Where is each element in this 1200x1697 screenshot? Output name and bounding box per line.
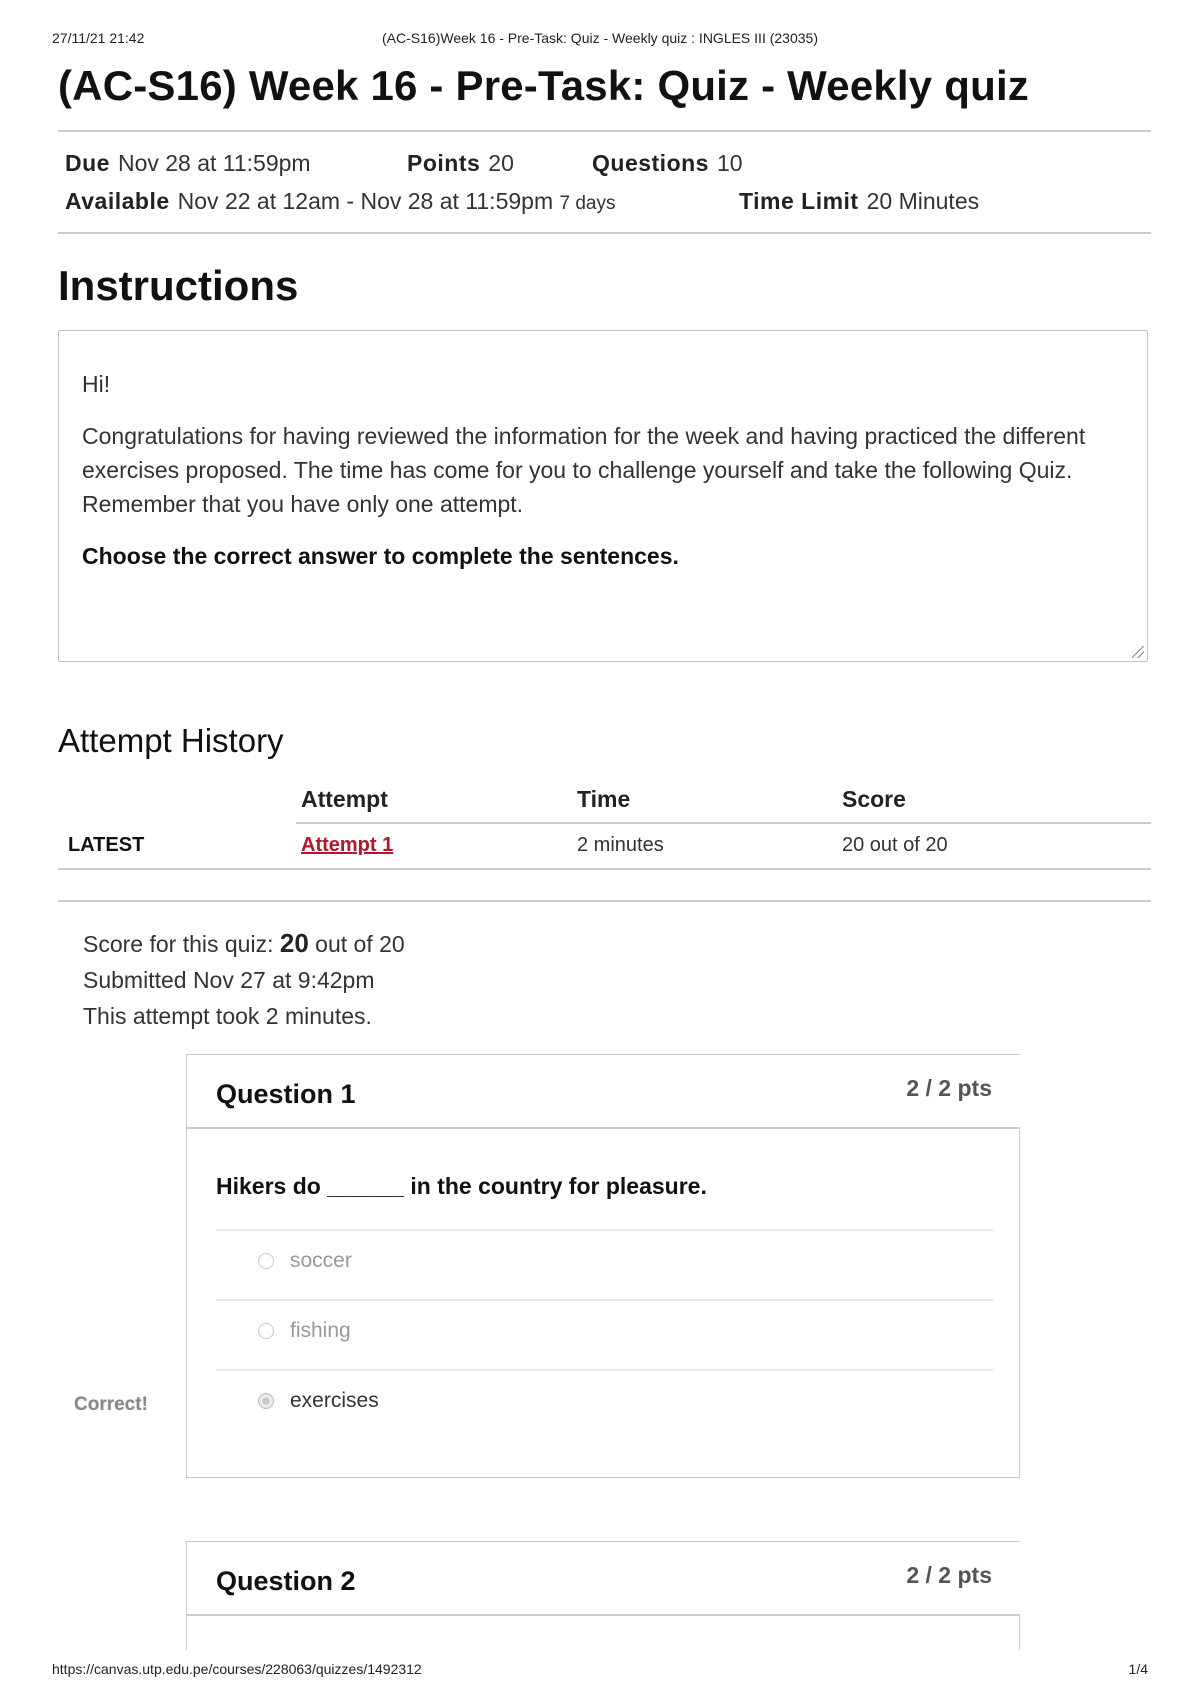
- instructions-box[interactable]: [58, 330, 1148, 662]
- questions-label: Questions: [592, 150, 709, 176]
- column-header-attempt: Attempt: [301, 786, 388, 812]
- questions-value: 10: [716, 150, 743, 176]
- question-header: [186, 1541, 1020, 1616]
- score-prefix: Score for this quiz:: [83, 931, 274, 957]
- points-label: Points: [407, 150, 481, 176]
- divider: [58, 232, 1151, 234]
- table-header: [296, 780, 1151, 824]
- print-date: 27/11/21 21:42: [52, 30, 145, 46]
- divider: [58, 130, 1151, 132]
- due-value: Nov 28 at 11:59pm: [117, 150, 311, 176]
- print-footer: [52, 1661, 1148, 1681]
- answer-list: [216, 1229, 993, 1439]
- score-suffix: out of 20: [315, 931, 405, 957]
- attempt-history-table: [58, 780, 1151, 870]
- radio-button-selected[interactable]: [258, 1393, 274, 1409]
- availability: [65, 188, 615, 215]
- column-header-score: Score: [842, 786, 906, 812]
- answer-label: exercises: [290, 1389, 379, 1412]
- question-body: [186, 1616, 1020, 1650]
- instructions-body: Congratulations for having reviewed the information for the week and having practiced the different exercises proposed. The time has come for you to challenge yourself and take the following Quiz. Remember that you have only one attempt.: [82, 423, 1086, 517]
- answer-option[interactable]: [216, 1369, 993, 1439]
- question-body: [186, 1129, 1020, 1478]
- points-value: 20: [488, 150, 514, 176]
- instructions-directive: Choose the correct answer to complete the sentences.: [82, 543, 679, 569]
- resize-handle-icon[interactable]: [1132, 646, 1144, 658]
- question-text: Hikers do ______ in the country for pleasure.: [216, 1173, 707, 1199]
- instructions-heading: Instructions: [58, 262, 299, 309]
- attempt-time: 2 minutes: [577, 834, 664, 856]
- question-title: Question 2: [216, 1566, 356, 1596]
- print-header: [52, 30, 1148, 50]
- latest-tag: LATEST: [68, 834, 145, 856]
- radio-button[interactable]: [258, 1323, 274, 1339]
- available-label: Available: [65, 188, 170, 214]
- table-row: [58, 824, 1151, 870]
- answer-option[interactable]: [216, 1299, 993, 1369]
- column-header-time: Time: [577, 786, 631, 812]
- print-doc-title: (AC-S16)Week 16 - Pre-Task: Quiz - Weekly quiz : INGLES III (23035): [382, 30, 818, 46]
- attempt-score: 20 out of 20: [842, 834, 948, 856]
- answer-label: soccer: [290, 1249, 352, 1272]
- question-points: 2 / 2 pts: [906, 1075, 992, 1101]
- score-value: 20: [279, 928, 309, 958]
- attempt-link[interactable]: Attempt 1: [301, 834, 394, 856]
- question-card: [186, 1541, 1020, 1650]
- page-number: 1/4: [1128, 1661, 1148, 1677]
- submitted-time: Submitted Nov 27 at 9:42pm: [83, 967, 375, 993]
- correct-flag: Correct!: [74, 1394, 148, 1415]
- divider: [58, 900, 1151, 902]
- print-url: https://canvas.utp.edu.pe/courses/228063/quizzes/1492312: [52, 1661, 422, 1677]
- answer-label: fishing: [290, 1319, 351, 1342]
- question-points: 2 / 2 pts: [906, 1562, 992, 1588]
- time-limit-label: Time Limit: [739, 188, 859, 214]
- answer-option[interactable]: [216, 1229, 993, 1299]
- due-date: [65, 150, 311, 177]
- question-header: [186, 1054, 1020, 1129]
- due-label: Due: [65, 150, 110, 176]
- attempt-history-title: Attempt History: [58, 722, 284, 759]
- attempt-duration: This attempt took 2 minutes.: [83, 1003, 372, 1029]
- time-limit: [739, 188, 979, 215]
- instructions-greeting: Hi!: [82, 371, 111, 397]
- points: [407, 150, 514, 177]
- score-summary: [83, 925, 405, 1034]
- question-title: Question 1: [216, 1079, 356, 1109]
- radio-button[interactable]: [258, 1253, 274, 1269]
- question-card: [186, 1054, 1020, 1478]
- question-count: [592, 150, 743, 177]
- time-limit-value: 20 Minutes: [866, 188, 980, 214]
- available-value: Nov 22 at 12am - Nov 28 at 11:59pm: [177, 188, 554, 214]
- score-line: [83, 925, 405, 962]
- available-duration: 7 days: [559, 193, 616, 214]
- page-title: (AC-S16) Week 16 - Pre-Task: Quiz - Weekly quiz: [58, 62, 1030, 109]
